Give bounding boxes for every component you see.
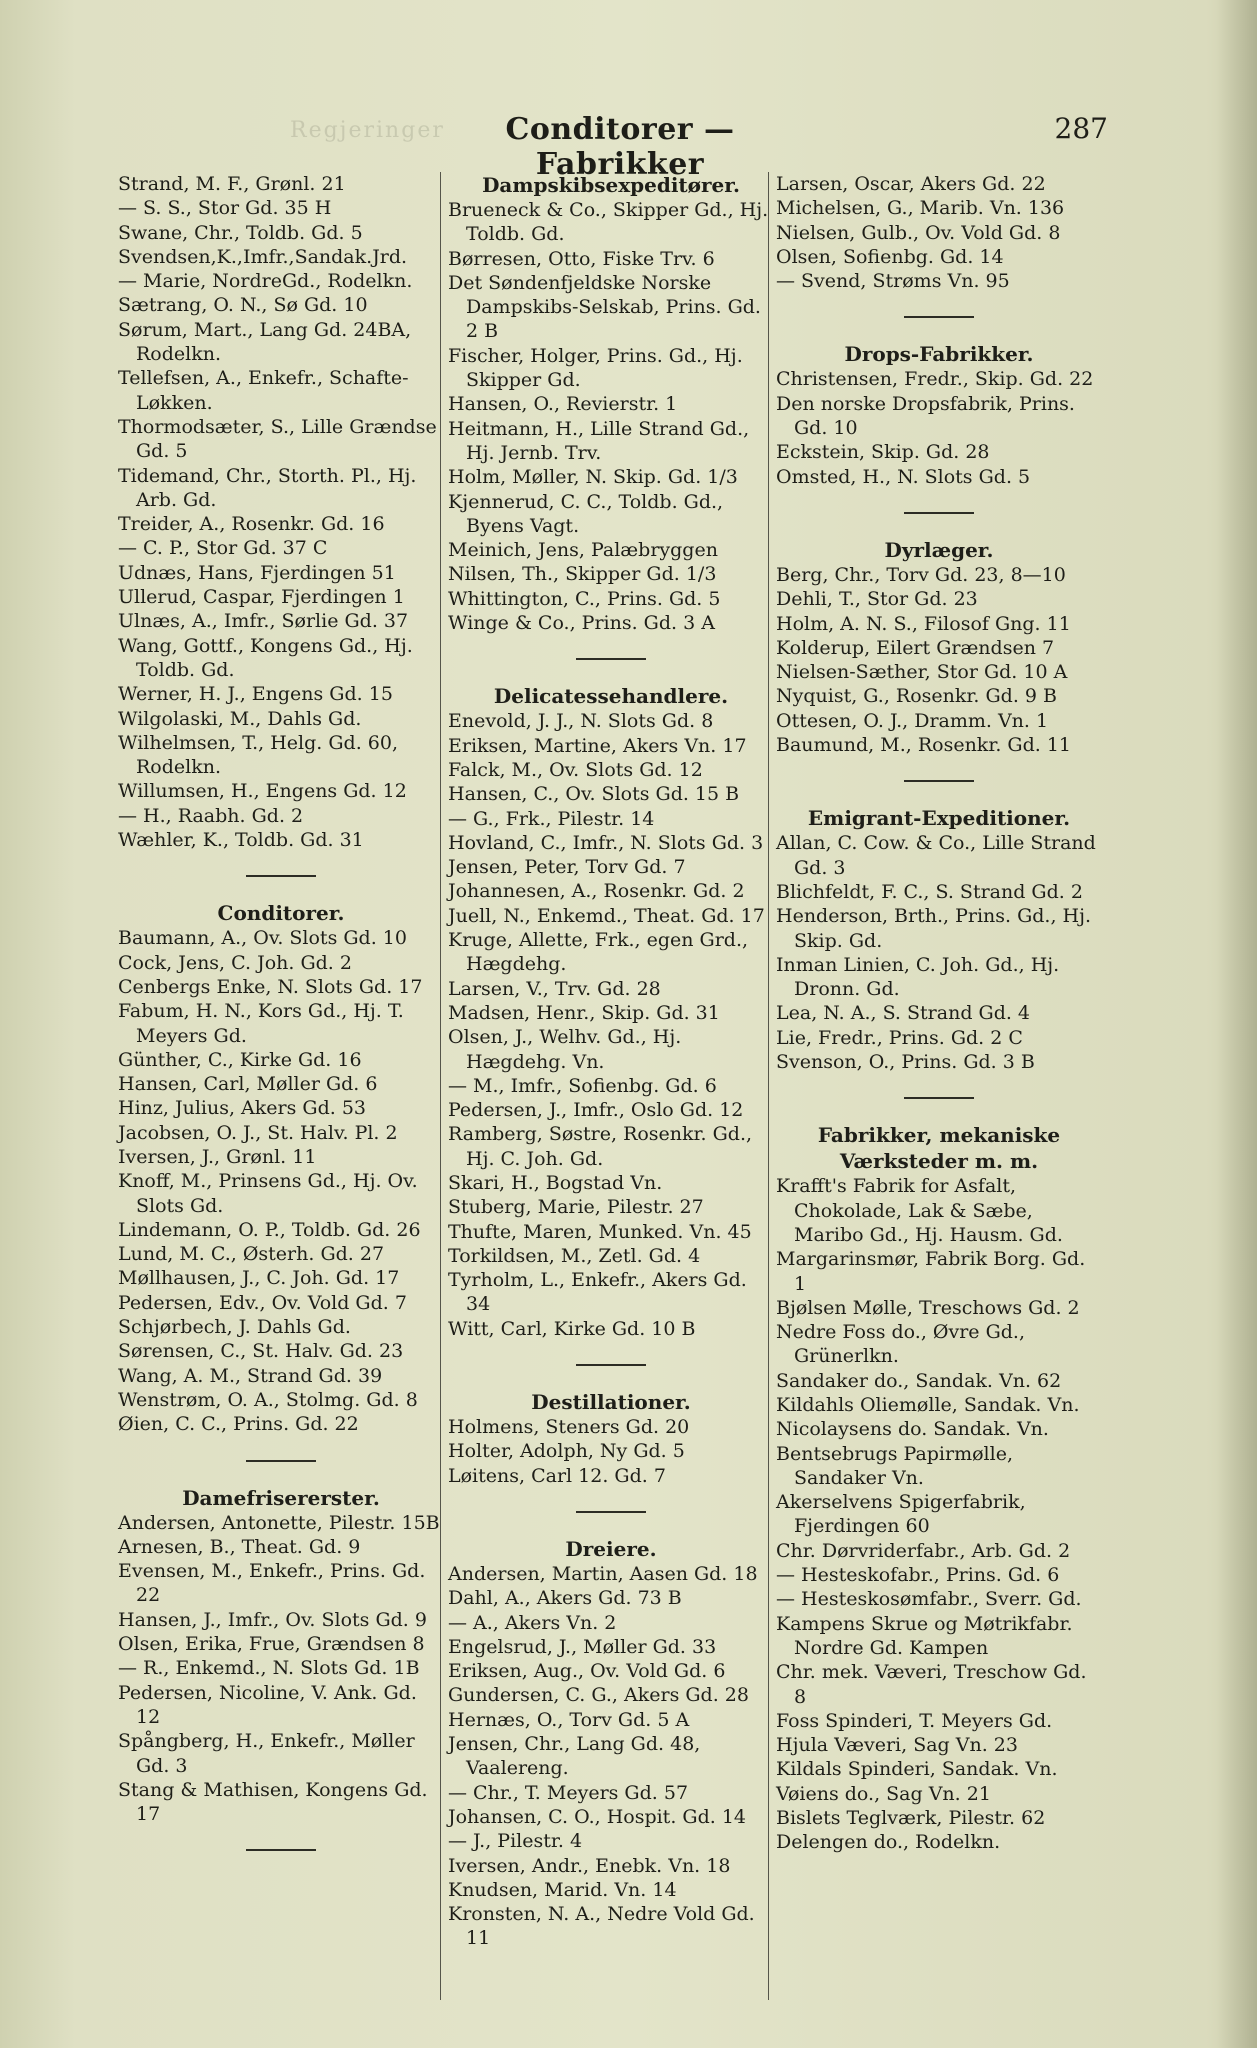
directory-entry: Holm, Møller, N. Skip. Gd. 1/3 [448,466,738,489]
directory-entry: Iversen, J., Grønl. 11 [118,1145,317,1168]
directory-entry: Fabum, H. N., Kors Gd., Hj. T. Meyers Gd. [118,1000,404,1047]
directory-entry: Olsen, Sofienbg. Gd. 14 [776,245,1004,268]
directory-entry: Hovland, C., Imfr., N. Slots Gd. 3 [448,831,764,854]
directory-entry: Inman Linien, C. Joh. Gd., Hj. Dronn. Gd. [776,953,1060,1001]
directory-entry: Sørum, Mart., Lang Gd. 24BA, Rodelkn. [118,318,412,366]
section-separator [904,780,974,782]
directory-entry: Vøiens do., Sag Vn. 21 [776,1782,991,1805]
directory-entry: Den norske Dropsfabrik, Prins. Gd. 10 [776,392,1075,440]
section-separator [904,1097,974,1099]
directory-entry: Brueneck & Co., Skipper Gd., Hj. Toldb. Gd. [448,199,769,246]
directory-entry: Nedre Foss do., Øvre Gd., Grünerlkn. [776,1321,1026,1368]
directory-entry: Nyquist, G., Rosenkr. Gd. 9 B [776,685,1057,708]
directory-entry: Børresen, Otto, Fiske Trv. 6 [448,247,715,270]
column-3 [776,172,1102,1855]
directory-entry: Bentsebrugs Papirmølle, Sandaker Vn. [776,1442,1013,1489]
directory-entry: Wang, Gottf., Kongens Gd., Hj. Toldb. Gd. [118,634,413,681]
column-2 [448,172,774,1951]
section-heading: Emigrant-Expeditioner. [807,806,1071,831]
directory-entry: Olsen, J., Welhv. Gd., Hj. Hægdehg. Vn. [448,1026,682,1073]
directory-entry: Knudsen, Marid. Vn. 14 [448,1878,677,1901]
directory-entry: Wæhler, K., Toldb. Gd. 31 [118,829,364,852]
directory-entry: Torkildsen, M., Zetl. Gd. 4 [448,1244,701,1267]
directory-entry: — Hesteskosømfabr., Sverr. Gd. [776,1588,1082,1611]
directory-entry: Margarinsmør, Fabrik Borg. Gd. 1 [776,1248,1086,1295]
column-rule-1 [440,172,441,2000]
directory-entry: Dahl, A., Akers Gd. 73 B [448,1587,682,1610]
page-edge-shadow [1217,0,1257,2048]
directory-entry: Wilgolaski, M., Dahls Gd. [118,707,362,730]
directory-entry: Hansen, O., Revierstr. 1 [448,393,678,416]
directory-entry: Spångberg, H., Enkefr., Møller Gd. 3 [118,1730,415,1777]
section-heading: Destillationer. [531,1390,691,1415]
directory-entry: Kronsten, N. A., Nedre Vold Gd. 11 [448,1903,755,1950]
section-heading: Delicatessehandlere. [493,684,729,709]
section-heading: Dampskibsexpeditører. [482,173,740,197]
section-heading: Damefrisererster. [182,1485,380,1510]
directory-entry: Akerselvens Spigerfabrik, Fjerdingen 60 [776,1491,1026,1538]
directory-entry: Madsen, Henr., Skip. Gd. 31 [448,1001,720,1024]
directory-entry: Chr. mek. Væveri, Treschow Gd. 8 [776,1661,1087,1708]
page-number: 287 [1054,112,1108,145]
directory-entry: Nielsen, Gulb., Ov. Vold Gd. 8 [776,221,1061,244]
directory-entry: Werner, H. J., Engens Gd. 15 [118,683,393,706]
directory-entry: Knoff, M., Prinsens Gd., Hj. Ov. Slots Gd. [118,1170,418,1217]
directory-entry: Tidemand, Chr., Storth. Pl., Hj. Arb. Gd. [118,464,417,511]
directory-entry: Wenstrøm, O. A., Stolmg. Gd. 8 [118,1388,418,1411]
directory-entry: Michelsen, G., Marib. Vn. 136 [776,197,1065,220]
directory-entry: — J., Pilestr. 4 [448,1830,583,1853]
directory-entry: Treider, A., Rosenkr. Gd. 16 [118,513,385,536]
directory-entry: Cenbergs Enke, N. Slots Gd. 17 [118,975,423,998]
directory-entry: Ullerud, Caspar, Fjerdingen 1 [118,586,405,609]
section-separator [576,658,646,660]
directory-entry: Baumund, M., Rosenkr. Gd. 11 [776,734,1071,757]
directory-entry: Holter, Adolph, Ny Gd. 5 [448,1440,685,1463]
directory-entry: Svenson, O., Prins. Gd. 3 B [776,1051,1035,1074]
directory-entry: Eriksen, Martine, Akers Vn. 17 [448,734,747,757]
directory-entry: Eckstein, Skip. Gd. 28 [776,441,990,464]
directory-entry: Engelsrud, J., Møller Gd. 33 [448,1635,717,1658]
directory-entry: — Svend, Strøms Vn. 95 [776,270,1010,293]
directory-entry: Bislets Teglværk, Pilestr. 62 [776,1807,1046,1830]
directory-entry: Swane, Chr., Toldb. Gd. 5 [118,221,363,244]
directory-entry: Holmens, Steners Gd. 20 [448,1416,690,1439]
directory-entry: Eriksen, Aug., Ov. Vold Gd. 6 [448,1660,726,1683]
directory-entry: Wilhelmsen, T., Helg. Gd. 60, Rodelkn. [118,731,398,779]
directory-entry: Pedersen, Nicoline, V. Ank. Gd. 12 [118,1681,417,1728]
section-heading: Dreiere. [565,1536,657,1561]
directory-entry: Allan, C. Cow. & Co., Lille Strand Gd. 3 [776,832,1096,879]
directory-entry: Jensen, Chr., Lang Gd. 48, Vaalereng. [448,1733,701,1780]
directory-entry: — S. S., Stor Gd. 35 H [118,197,332,220]
directory-entry: Baumann, A., Ov. Slots Gd. 10 [118,927,407,950]
directory-entry: Heitmann, H., Lille Strand Gd., Hj. Jernb. Trv. [448,417,750,464]
directory-entry: Stuberg, Marie, Pilestr. 27 [448,1196,704,1219]
section-separator [576,1364,646,1366]
directory-entry: Øien, C. C., Prins. Gd. 22 [118,1413,359,1436]
section-heading: Drops-Fabrikker. [844,342,1034,367]
directory-entry: Kildals Spinderi, Sandak. Vn. [776,1758,1058,1781]
directory-entry: Udnæs, Hans, Fjerdingen 51 [118,561,396,584]
directory-entry: Krafft's Fabrik for Asfalt, Chokolade, Lak & Sæbe, Maribo Gd., Hj. Hausm. Gd. [776,1175,1063,1246]
directory-entry: Jacobsen, O. J., St. Halv. Pl. 2 [118,1121,398,1144]
directory-entry: Lund, M. C., Østerh. Gd. 27 [118,1243,385,1266]
section-separator [246,1849,316,1851]
directory-entry: — H., Raabh. Gd. 2 [118,804,304,827]
directory-entry: Ramberg, Søstre, Rosenkr. Gd., Hj. C. Joh. Gd. [448,1123,753,1170]
directory-entry: Løitens, Carl 12. Gd. 7 [448,1464,666,1487]
directory-entry: Strand, M. F., Grønl. 21 [118,173,346,195]
directory-entry: Jensen, Peter, Torv Gd. 7 [448,856,686,879]
directory-entry: Hansen, Carl, Møller Gd. 6 [118,1073,378,1096]
directory-entry: Günther, C., Kirke Gd. 16 [118,1048,362,1071]
directory-entry: Gundersen, C. G., Akers Gd. 28 [448,1684,749,1707]
section-heading: Fabrikker, mekaniske Værksteder m. m. [817,1123,1061,1174]
directory-entry: Berg, Chr., Torv Gd. 23, 8—10 [776,563,1066,586]
directory-entry: Delengen do., Rodelkn. [776,1831,1001,1854]
directory-entry: Ulnæs, A., Imfr., Sørlie Gd. 37 [118,610,409,633]
directory-entry: Nilsen, Th., Skipper Gd. 1/3 [448,563,717,586]
directory-entry: Kruge, Allette, Frk., egen Grd., Hægdehg. [448,929,749,976]
directory-entry: Hernæs, O., Torv Gd. 5 A [448,1708,690,1731]
directory-entry: Sætrang, O. N., Sø Gd. 10 [118,294,368,317]
directory-entry: Juell, N., Enkemd., Theat. Gd. 17 [448,904,765,927]
directory-entry: — Hesteskofabr., Prins. Gd. 6 [776,1564,1060,1587]
directory-entry: Falck, M., Ov. Slots Gd. 12 [448,758,703,781]
directory-entry: — M., Imfr., Sofienbg. Gd. 6 [448,1074,717,1097]
directory-entry: Tyrholm, L., Enkefr., Akers Gd. 34 [448,1269,747,1316]
section-heading: Dyrlæger. [884,537,994,562]
directory-entry: Larsen, V., Trv. Gd. 28 [448,977,661,1000]
directory-entry: Meinich, Jens, Palæbryggen [448,539,718,562]
directory-entry: — C. P., Stor Gd. 37 C [118,537,328,560]
directory-entry: Hjula Væveri, Sag Vn. 23 [776,1734,1018,1757]
directory-entry: Thufte, Maren, Munked. Vn. 45 [448,1220,752,1243]
directory-entry: Skari, H., Bogstad Vn. [448,1171,663,1194]
directory-entry: — Chr., T. Meyers Gd. 57 [448,1781,689,1804]
directory-entry: Lea, N. A., S. Strand Gd. 4 [776,1002,1031,1025]
section-separator [904,316,974,318]
column-rule-2 [768,172,769,2000]
section-separator [576,1511,646,1513]
directory-entry: Arnesen, B., Theat. Gd. 9 [118,1535,361,1558]
directory-entry: Larsen, Oscar, Akers Gd. 22 [776,173,1046,195]
directory-entry: Pedersen, Edv., Ov. Vold Gd. 7 [118,1291,407,1314]
directory-entry: — Marie, NordreGd., Rodelkn. [118,270,413,293]
directory-entry: — A., Akers Vn. 2 [448,1611,617,1634]
directory-entry: Dehli, T., Stor Gd. 23 [776,588,978,611]
directory-entry: Det Søndenfjeldske Norske Dampskibs-Selskab, Prins. Gd. 2 B [448,271,761,343]
directory-entry: Willumsen, H., Engens Gd. 12 [118,780,407,803]
section-separator [246,1460,316,1462]
directory-entry: Nicolaysens do. Sandak. Vn. [776,1418,1049,1441]
directory-entry: Hansen, C., Ov. Slots Gd. 15 B [448,783,740,806]
directory-entry: Møllhausen, J., C. Joh. Gd. 17 [118,1267,400,1290]
directory-entry: Svendsen,K.,Imfr.,Sandak.Jrd. [118,245,408,268]
directory-entry: Sørensen, C., St. Halv. Gd. 23 [118,1340,404,1363]
directory-entry: Lie, Fredr., Prins. Gd. 2 C [776,1026,1023,1049]
directory-entry: Kolderup, Eilert Grændsen 7 [776,636,1055,659]
directory-entry: Evensen, M., Enkefr., Prins. Gd. 22 [118,1560,426,1607]
directory-entry: Omsted, H., N. Slots Gd. 5 [776,465,1031,488]
directory-entry: Cock, Jens, C. Joh. Gd. 2 [118,951,352,974]
directory-entry: Lindemann, O. P., Toldb. Gd. 26 [118,1218,421,1241]
directory-entry: Tellefsen, A., Enkefr., Schafte-Løkken. [118,367,409,414]
directory-entry: Johannesen, A., Rosenkr. Gd. 2 [448,880,745,903]
directory-entry: Iversen, Andr., Enebk. Vn. 18 [448,1854,731,1877]
directory-entry: Whittington, C., Prins. Gd. 5 [448,587,721,610]
directory-entry: Wang, A. M., Strand Gd. 39 [118,1364,383,1387]
column-1 [118,172,444,1874]
directory-entry: Schjørbech, J. Dahls Gd. [118,1316,351,1339]
directory-entry: Foss Spinderi, T. Meyers Gd. [776,1709,1053,1732]
directory-entry: Johansen, C. O., Hospit. Gd. 14 [448,1805,746,1828]
directory-entry: Henderson, Brth., Prins. Gd., Hj. Skip. Gd. [776,905,1092,952]
running-head: Conditorer — Fabrikker [505,112,735,182]
directory-entry: Witt, Carl, Kirke Gd. 10 B [448,1317,696,1340]
directory-entry: Fischer, Holger, Prins. Gd., Hj. Skipper Gd. [448,344,743,392]
section-heading: Conditorer. [217,901,345,926]
section-separator [904,512,974,514]
directory-entry: Blichfeldt, F. C., S. Strand Gd. 2 [776,880,1083,903]
section-separator [246,875,316,877]
directory-entry: Pedersen, J., Imfr., Oslo Gd. 12 [448,1099,744,1122]
directory-entry: Chr. Dørvriderfabr., Arb. Gd. 2 [776,1539,1071,1562]
directory-entry: Enevold, J. J., N. Slots Gd. 8 [448,710,714,733]
directory-entry: Hansen, J., Imfr., Ov. Slots Gd. 9 [118,1608,427,1631]
directory-entry: Winge & Co., Prins. Gd. 3 A [448,612,715,635]
directory-entry: Ottesen, O. J., Dramm. Vn. 1 [776,709,1049,732]
directory-entry: Thormodsæter, S., Lille Grændse Gd. 5 [118,415,437,463]
directory-entry: Nielsen-Sæther, Stor Gd. 10 A [776,661,1068,684]
directory-entry: Andersen, Antonette, Pilestr. 15B [118,1511,440,1534]
directory-entry: Holm, A. N. S., Filosof Gng. 11 [776,612,1071,635]
directory-entry: Hinz, Julius, Akers Gd. 53 [118,1097,366,1120]
directory-entry: — G., Frk., Pilestr. 14 [448,807,655,830]
directory-entry: Olsen, Erika, Frue, Grændsen 8 [118,1633,425,1656]
directory-entry: Kildahls Oliemølle, Sandak. Vn. [776,1393,1080,1416]
directory-entry: Kampens Skrue og Møtrikfabr. Nordre Gd. Kampen [776,1612,1073,1659]
directory-entry: Stang & Mathisen, Kongens Gd. 17 [118,1778,428,1826]
directory-entry: Christensen, Fredr., Skip. Gd. 22 [776,368,1094,391]
bleed-through-text: Regjeringer [290,118,445,143]
directory-entry: Bjølsen Mølle, Treschows Gd. 2 [776,1296,1080,1319]
directory-entry: Sandaker do., Sandak. Vn. 62 [776,1369,1062,1392]
directory-entry: Andersen, Martin, Aasen Gd. 18 [448,1562,758,1585]
directory-entry: — R., Enkemd., N. Slots Gd. 1B [118,1657,420,1680]
directory-entry: Kjennerud, C. C., Toldb. Gd., Byens Vagt. [448,490,724,537]
